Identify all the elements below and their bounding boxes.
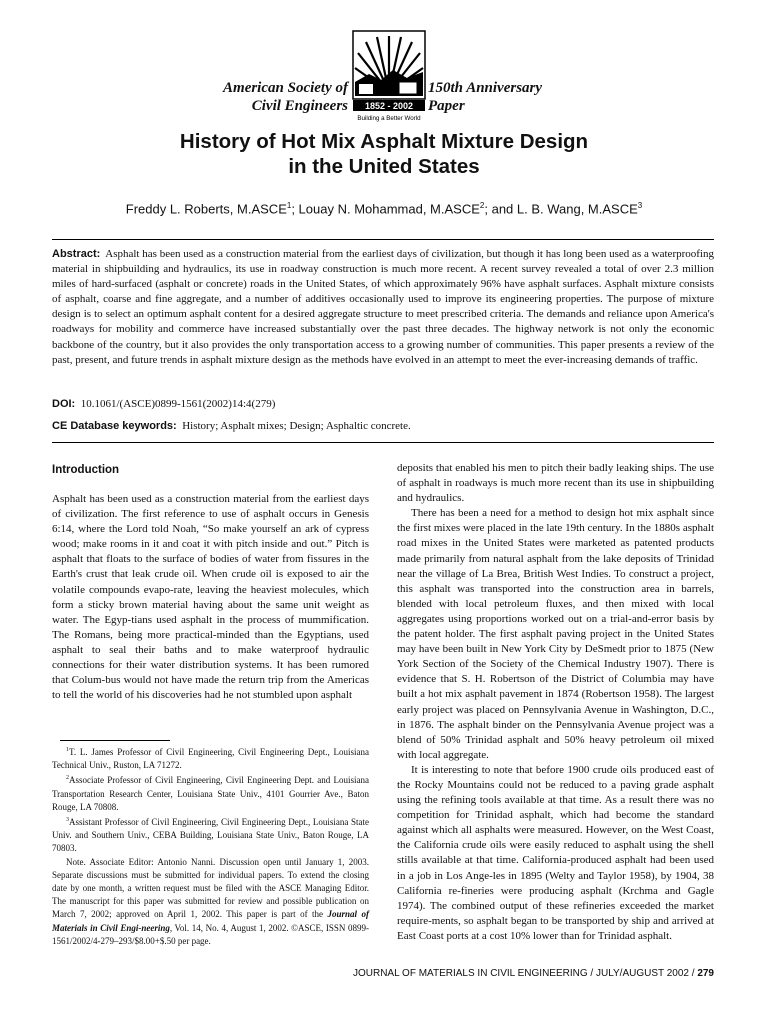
- asce-anniversary-logo: [349, 30, 429, 122]
- author-2-sup: 2: [479, 201, 485, 210]
- abstract-top-rule: [52, 239, 714, 240]
- doi-value[interactable]: 10.1061/(ASCE)0899-1561(2002)14:4(279): [80, 398, 276, 410]
- doi: [52, 398, 714, 410]
- footnote-1-text: T. L. James Professor of Civil Engineering, Civil Engineering Dept., Louisiana Technical Univ., Ruston, LA 71272.: [52, 747, 369, 771]
- footnote-3: [52, 814, 369, 856]
- abstract-bottom-rule: [52, 442, 714, 443]
- society-line-2: Civil Engineers: [251, 98, 348, 114]
- author-1: Freddy L. Roberts, M.ASCE: [125, 201, 287, 217]
- right-paragraph-2: There has been a need for a method to design hot mix asphalt since the first mixes were placed in the late 19th century. In the 1880s asphalt road mixes in the United States were marketed as patented products made primarily from natural asphalt from the lake deposits of Trinidad near the village of La Brea, British West Indies. To construct a project, this asphalt was transported into the construction area in barrels, blended with local petroleum fluxes, and then mixed with local aggregates using proportions worked out on a trial-and-error basis by the patent holder. The first asphalt paving project in the United States may have been built in New York City by DeSmedt prior to 1875 (New York Section of the Society of the Chemical Industry 1907). There is evidence that S. H. Robertson of the District of Columbia may have built a hot mix asphalt pavement in 1874 (Robertson 1958). The largest early project was placed on Pennsylvania Avenue in Washington, D.C., in 1876. The asphalt binder on the Pennsylvania Avenue project was a blend of 50% Trinidad asphalt and 50% heavy petroleum oil mixed with local aggregate.: [397, 507, 714, 761]
- left-column: [52, 462, 369, 703]
- author-3-sup: 3: [637, 201, 643, 210]
- journal-name: Journal of Materials in Civil Engi-neering: [52, 909, 369, 933]
- anniversary-line-2: Paper: [428, 98, 465, 114]
- abstract-text: Asphalt has been used as a construction material from the earliest days of civilization, but though it has long been used as a waterproofing material in shipbuilding and hydraulics, its use in roadway construction is much more recent. A recent survey revealed a total of over 2.3 million miles of hard-surfaced (asphalt or concrete) roads in the United States, of which approximately 96% have asphalt surfaces. Asphalt mixture consists of asphalt, coarse and fine aggregate, and a number of additives occasionally used to improve its engineering properties. The purpose of mixture design is to select an optimum asphalt content for a desired aggregate structure to meet prescribed criteria. The demands and reliance upon America's roadways for mobility and commerce have increased substantially over the past three decades. The highway network is not only the economic backbone of the country, but it also provides the only transportation access to a growing number of communities. This paper presents a review of the past, present, and future trends in asphalt mixture design as the methods have evolved in an attempt to meet the ever-increasing demands of traffic.: [52, 248, 714, 366]
- editorial-note-citation: , Vol. 14, No. 4, August 1, 2002. ©ASCE, ISSN 0899-1561/2002/4-279–293/$8.00+$.50 per page.: [52, 922, 369, 946]
- footnote-2-text: Associate Professor of Civil Engineering, Civil Engineering Dept. and Louisiana Transportation Research Center, Louisiana State Univ., 4101 Gourrier Ave., Baton Rouge, LA 70808.: [52, 775, 369, 812]
- abstract: [52, 247, 714, 368]
- anniversary-label: [428, 79, 578, 115]
- footnote-2-marker: 2: [66, 775, 69, 782]
- footnote-rule: [60, 740, 170, 741]
- footnote-2: [52, 772, 369, 814]
- paper-title: [60, 129, 708, 179]
- anniversary-line-1: 150th Anniversary: [428, 80, 543, 96]
- society-name: [200, 79, 348, 115]
- footnotes: [52, 744, 369, 948]
- footnote-3-text: Assistant Professor of Civil Engineering, Civil Engineering Dept., Louisiana State Univ. and Southern Univ., CEBA Building, Louisiana State Univ., Baton Rouge, LA 70803.: [52, 817, 369, 854]
- intro-paragraph-1: Asphalt has been used as a construction material from the earliest days of civilization. The first reference to use of asphalt occurs in Genesis 6:14, where the Lord told Noah, “So make yourself an ark of cypress wood; make rooms in it and coat it with pitch inside and out.” Pitch is asphalt that floats to the surface of bodies of water from fissures in the Earth's crust that leak crude oil. When crude oil is exposed to air the volatile compounds evapo-rate, leaving the heaviest molecules, which form a sticky brown material having about the same unit weight as water. The Egyp-tians used asphalt in the process of mummification. The Romans, being more practical-minded than the Egyptians, used asphalt to seal their baths and to make waterproof hydraulic connections for their water distribution systems. It has been rumored that Colum-bus would not have made the return trip from the Americas to tell the world of his discoveries had he not stumbled upon asphalt: [52, 493, 369, 702]
- footnote-3-marker: 3: [66, 817, 69, 824]
- footnote-1: [52, 744, 369, 772]
- keywords-label: CE Database keywords:: [52, 420, 177, 432]
- title-line-2: in the United States: [288, 155, 480, 178]
- society-line-1: American Society of: [223, 80, 348, 96]
- page-number: 279: [697, 968, 714, 979]
- title-line-1: History of Hot Mix Asphalt Mixture Design: [179, 130, 589, 153]
- author-list: [60, 197, 708, 217]
- section-heading-introduction: Introduction: [52, 464, 120, 476]
- keywords-value: History; Asphalt mixes; Design; Asphaltic concrete.: [182, 420, 411, 432]
- page-footer: [52, 968, 714, 979]
- right-paragraph-3: It is interesting to note that before 1900 crude oils produced east of the Rocky Mountains could not be reduced to a paving grade asphalt using the refining tools available at that time. As a result there was no competition for Trinidad asphalt, which had become the standard against which all asphalts were measured. However, on the West Coast, the California crude oils were easily reduced to asphalt using the shell stills available at that time. California-produced asphalt had been used in a job in Los Ange-les in 1895 (Welty and Taylor 1958), by 1904, 38 California re-fineries were producing asphalt (Krchma and Gagle 1974). The combined output of these refineries exceeded the market require-ments, so asphalt began to be transported by ship and arrived at East Coast ports at a cost 10% lower than for Trinidad asphalt.: [397, 763, 714, 942]
- right-paragraph-1: deposits that enabled his men to pitch their badly leaking ships. The use of asphalt in roadways is much more recent than its use in shipbuilding and hydraulics.: [397, 462, 714, 505]
- footnote-1-marker: 1: [66, 747, 69, 753]
- footer-journal: JOURNAL OF MATERIALS IN CIVIL ENGINEERING / JULY/AUGUST 2002 /: [352, 968, 698, 979]
- right-column: [397, 461, 714, 944]
- author-1-sup: 1: [286, 201, 292, 210]
- editorial-note: [52, 856, 369, 948]
- doi-label: DOI:: [52, 398, 76, 410]
- logo-tagline: Building a Better World: [357, 115, 421, 122]
- abstract-label: Abstract:: [52, 248, 101, 260]
- author-3: ; and L. B. Wang, M.ASCE: [484, 201, 638, 217]
- ce-database-keywords: [52, 420, 714, 432]
- editorial-note-text: Note. Associate Editor: Antonio Nanni. Discussion open until January 1, 2003. Separate discussions must be submitted for individual papers. To extend the closing date by one month, a written request must be filed with the ASCE Managing Editor. The manuscript for this paper was submitted for review and possible publication on March 7, 2002; approved on April 1, 2002. This paper is part of the: [52, 856, 369, 920]
- author-2: ; Louay N. Mohammad, M.ASCE: [291, 201, 480, 217]
- logo-years: 1852 - 2002: [364, 101, 414, 111]
